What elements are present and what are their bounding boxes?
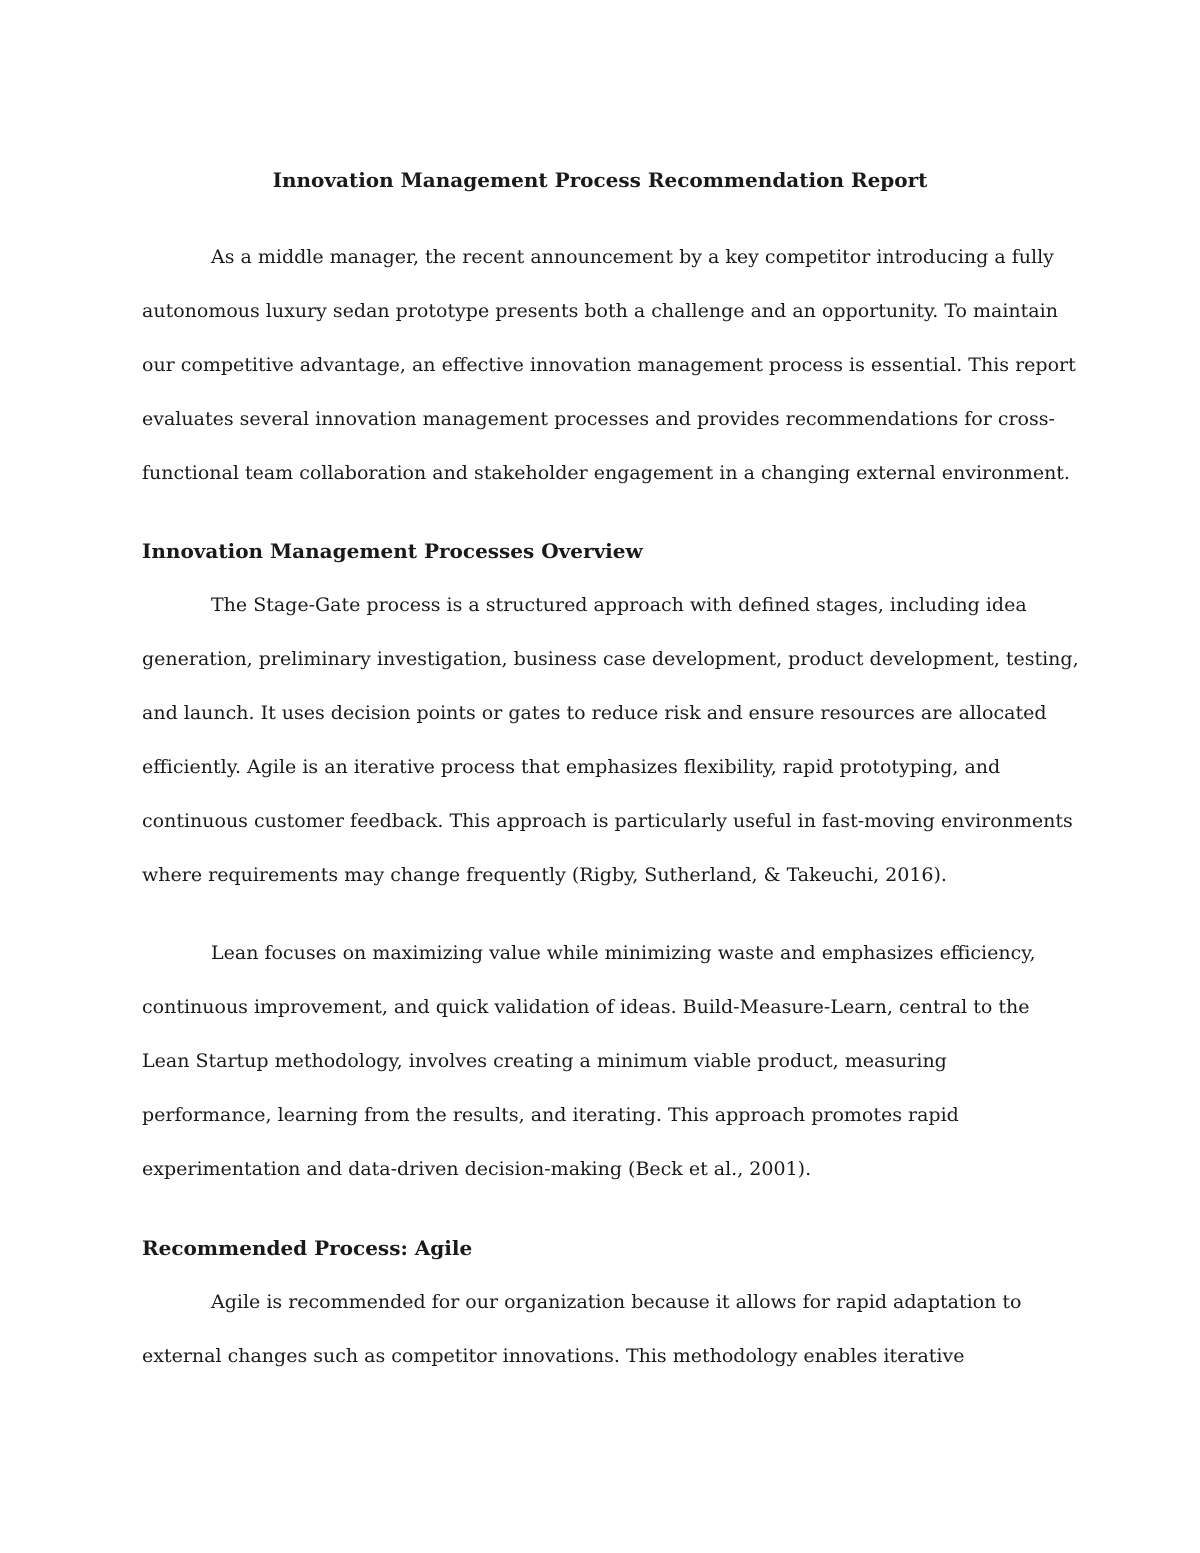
intro-line-3: our competitive advantage, an effective innovation management process is essential. This report <box>142 354 1076 376</box>
intro-line-5: functional team collaboration and stakeholder engagement in a changing external environment. <box>142 462 1070 484</box>
section-heading-recommended: Recommended Process: Agile <box>142 1236 473 1260</box>
overview-p1-line-5: continuous customer feedback. This approach is particularly useful in fast-moving environments <box>142 810 1073 832</box>
document-title: Innovation Management Process Recommendation Report <box>272 168 928 192</box>
overview-p2-line-5: experimentation and data-driven decision-making (Beck et al., 2001). <box>142 1158 812 1180</box>
overview-p1-line-2: generation, preliminary investigation, business case development, product development, testing, <box>142 648 1079 670</box>
overview-p1-line-3: and launch. It uses decision points or gates to reduce risk and ensure resources are allocated <box>142 702 1047 724</box>
overview-p1-line-1: The Stage-Gate process is a structured approach with defined stages, including idea <box>211 594 1027 616</box>
recommended-p1-line-2: external changes such as competitor innovations. This methodology enables iterative <box>142 1345 965 1367</box>
overview-p2-line-2: continuous improvement, and quick validation of ideas. Build-Measure-Learn, central to the <box>142 996 1030 1018</box>
section-heading-overview: Innovation Management Processes Overview <box>142 539 643 563</box>
recommended-p1-line-1: Agile is recommended for our organization because it allows for rapid adaptation to <box>211 1291 1022 1313</box>
overview-p2-line-1: Lean focuses on maximizing value while minimizing waste and emphasizes efficiency, <box>211 942 1036 964</box>
overview-p2-line-4: performance, learning from the results, and iterating. This approach promotes rapid <box>142 1104 959 1126</box>
overview-p2-line-3: Lean Startup methodology, involves creating a minimum viable product, measuring <box>142 1050 947 1072</box>
intro-line-2: autonomous luxury sedan prototype presents both a challenge and an opportunity. To maintain <box>142 300 1058 322</box>
intro-line-1: As a middle manager, the recent announcement by a key competitor introducing a fully <box>211 246 1054 268</box>
intro-line-4: evaluates several innovation management processes and provides recommendations for cross- <box>142 408 1055 430</box>
overview-p1-line-6: where requirements may change frequently (Rigby, Sutherland, & Takeuchi, 2016). <box>142 864 947 886</box>
overview-p1-line-4: efficiently. Agile is an iterative process that emphasizes flexibility, rapid prototyping, and <box>142 756 1001 778</box>
